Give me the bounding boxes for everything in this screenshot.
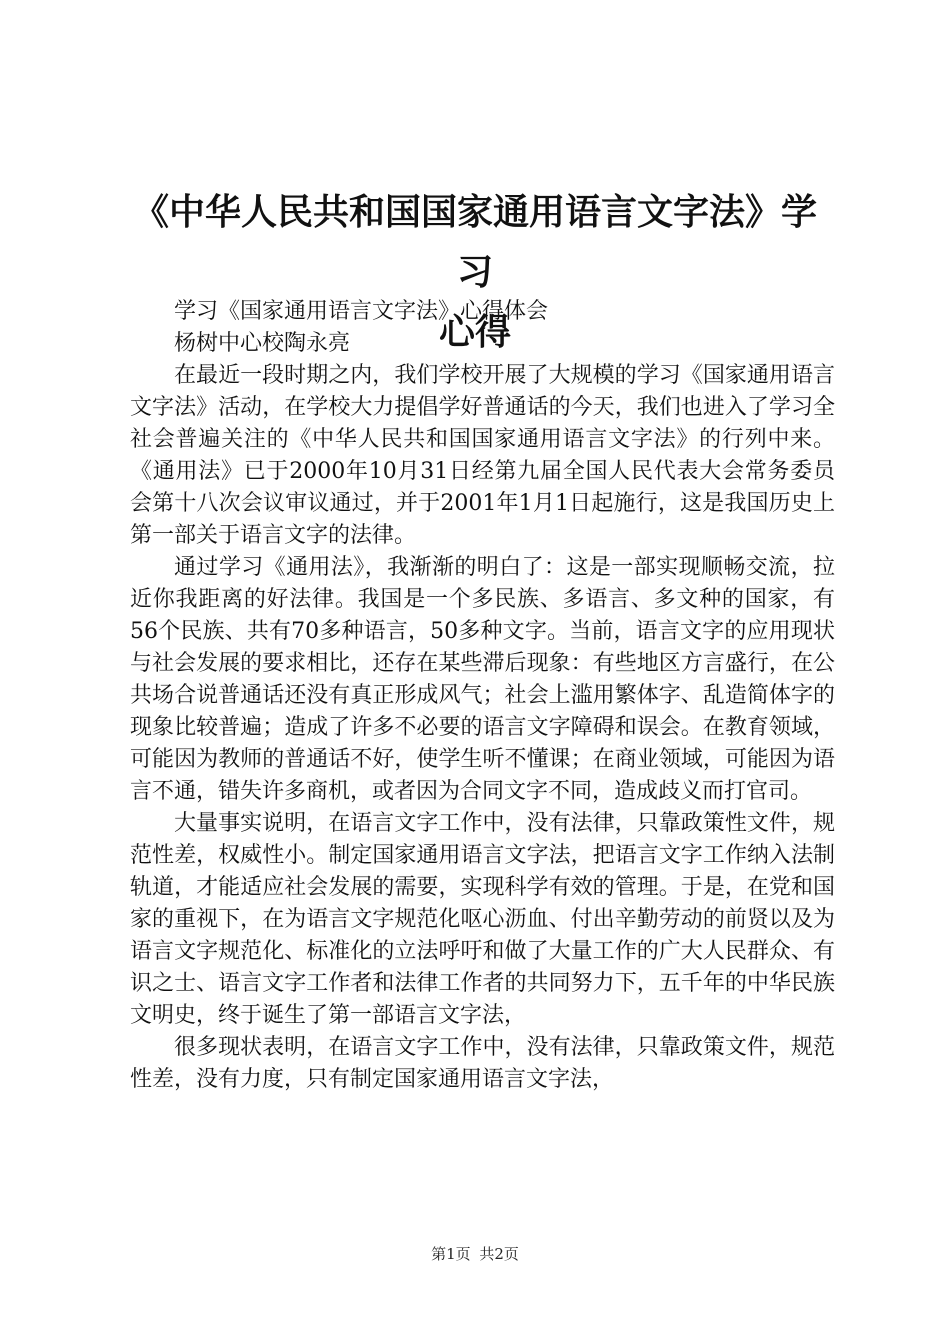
page-total: 共2页 [479, 1245, 519, 1263]
paragraph-4: 很多现状表明，在语言文字工作中，没有法律，只靠政策文件，规范性差，没有力度，只有制定国家通用语言文字法， [130, 1035, 835, 1092]
document-subtitle: 学习《国家通用语言文字法》心得体会 [174, 299, 549, 324]
paragraph-3: 大量事实说明，在语言文字工作中，没有法律，只靠政策性文件，规范性差，权威性小。制定国家通用语言文字法，把语言文字工作纳入法制轨道，才能适应社会发展的需要，实现科学有效的管理。于是，在党和国家的重视下，在为语言文字规范化呕心沥血、付出辛勤劳动的前贤以及为语言文字规范化、标准化的立法呼吁和做了大量工作的广大人民群众、有识之士、语言文字工作者和法律工作者的共同努力下，五千年的中华民族文明史，终于诞生了第一部语言文字法， [130, 811, 835, 1028]
title-line-2: 心得 [438, 312, 511, 353]
title-line-1: 《中华人民共和国国家通用语言文字法》学习 [132, 192, 817, 293]
paragraph-2: 通过学习《通用法》，我渐渐的明白了：这是一部实现顺畅交流，拉近你我距离的好法律。我国是一个多民族、多语言、多文种的国家，有56个民族、共有70多种语言，50多种文字。当前，语言文字的应用现状与社会发展的要求相比，还存在某些滞后现象：有些地区方言盛行，在公共场合说普通话还没有真正形成风气；社会上滥用繁体字、乱造简体字的现象比较普遍；造成了许多不必要的语言文字障碍和误会。在教育领域，可能因为教师的普通话不好，使学生听不懂课；在商业领域，可能因为语言不通，错失许多商机，或者因为合同文字不同，造成歧义而打官司。 [130, 555, 835, 804]
document-body [130, 296, 835, 1096]
paragraph-1: 在最近一段时期之内，我们学校开展了大规模的学习《国家通用语言文字法》活动，在学校大力提倡学好普通话的今天，我们也进入了学习全社会普遍关注的《中华人民共和国国家通用语言文字法》的行列中来。《通用法》已于2000年10月31日经第九届全国人民代表大会常务委员会第十八次会议审议通过，并于2001年1月1日起施行，这是我国历史上第一部关于语言文字的法律。 [130, 363, 835, 548]
page-footer [0, 1244, 950, 1264]
document-author: 杨树中心校陶永亮 [174, 331, 351, 356]
page-number: 第1页 [431, 1245, 471, 1263]
